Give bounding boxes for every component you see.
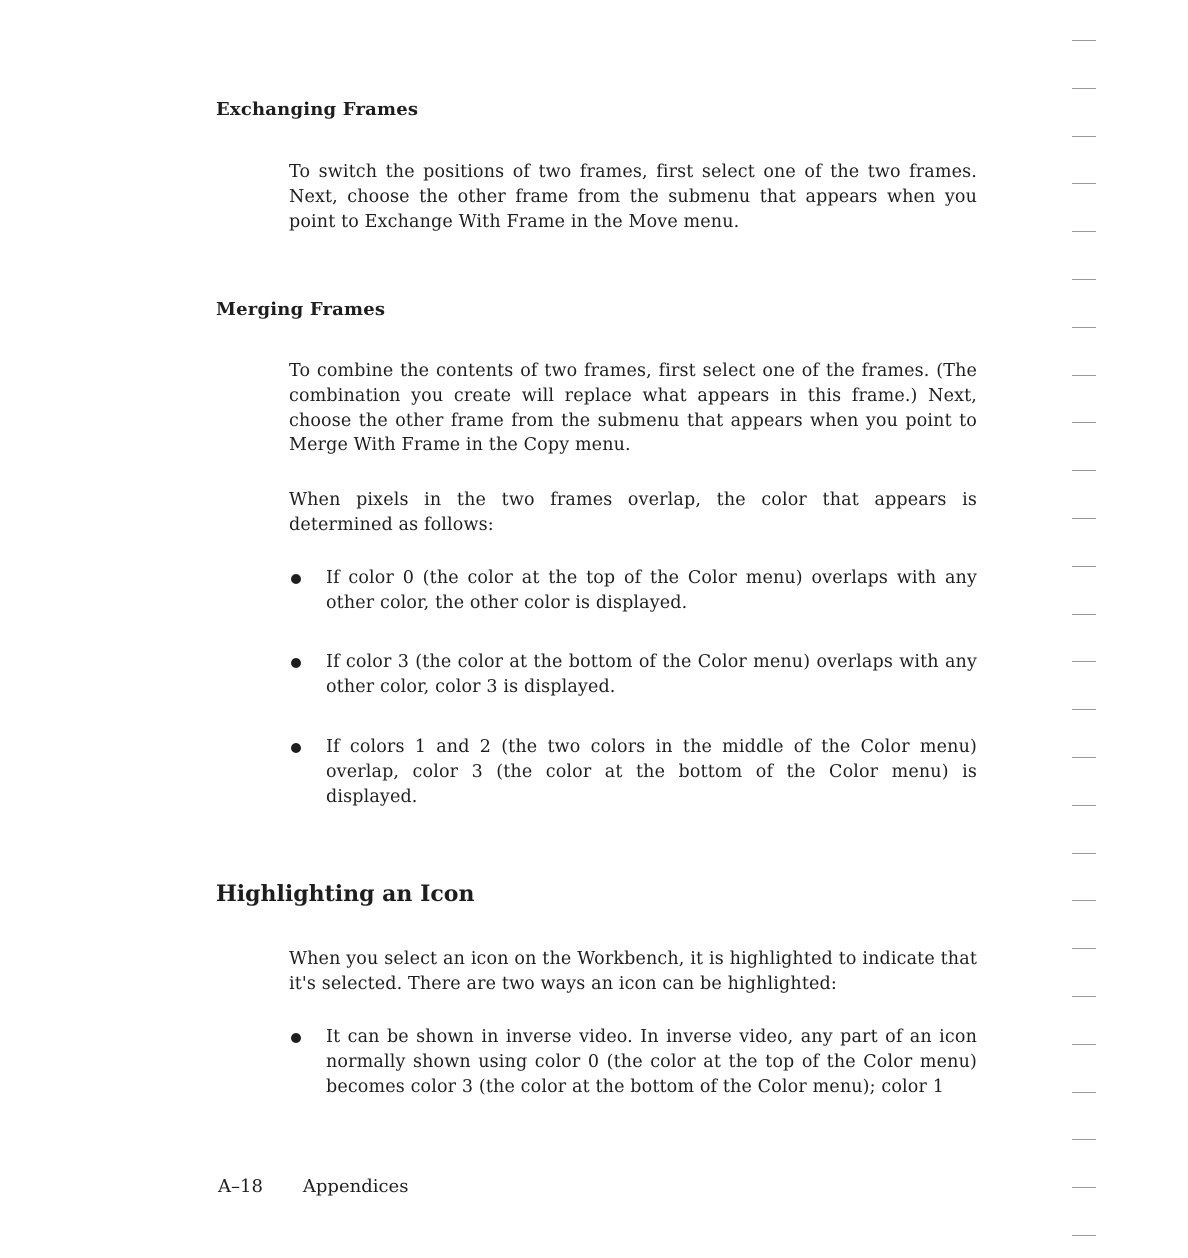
- merging-frames-paragraph-1: To combine the contents of two frames, first select one of the frames. (The combination you create will replace what appears in this frame.) Next, choose the other frame from the submenu that appears when you point to Merge With Frame in the Copy menu.: [289, 361, 977, 456]
- margin-tick: [1072, 422, 1096, 423]
- exchanging-frames-paragraph: To switch the positions of two frames, first select one of the two frames. Next, choose the other frame from the submenu that appears when you point to Exchange With Frame in the Move menu.: [289, 162, 977, 232]
- margin-tick: [1072, 661, 1096, 662]
- margin-tick: [1072, 614, 1096, 615]
- margin-tick: [1072, 231, 1096, 232]
- footer-section-title: Appendices: [302, 1176, 409, 1197]
- heading-exchanging-frames: Exchanging Frames: [216, 99, 419, 120]
- margin-tick: [1072, 1139, 1096, 1140]
- heading-merging-frames: Merging Frames: [216, 299, 386, 320]
- margin-tick: [1072, 279, 1096, 280]
- bullet-icon: [291, 658, 301, 668]
- margin-tick: [1072, 805, 1096, 806]
- list-item: [289, 650, 979, 700]
- margin-tick: [1072, 183, 1096, 184]
- margin-tick: [1072, 709, 1096, 710]
- margin-tick: [1072, 40, 1096, 41]
- list-item: [289, 566, 979, 616]
- margin-tick: [1072, 88, 1096, 89]
- bullet-icon: [291, 743, 301, 753]
- list-item-text: If color 0 (the color at the top of the Color menu) overlaps with any other color, the other color is displayed.: [326, 568, 977, 613]
- margin-tick: [1072, 375, 1096, 376]
- margin-tick: [1072, 136, 1096, 137]
- margin-tick: [1072, 518, 1096, 519]
- margin-tick: [1072, 470, 1096, 471]
- list-item-text: If color 3 (the color at the bottom of the Color menu) overlaps with any other color, color 3 is displayed.: [326, 652, 977, 697]
- bullet-icon: [291, 1033, 301, 1043]
- margin-tick: [1072, 1044, 1096, 1045]
- margin-tick: [1072, 1235, 1096, 1236]
- margin-tick: [1072, 900, 1096, 901]
- margin-tick: [1072, 327, 1096, 328]
- page-number: A–18: [218, 1176, 263, 1197]
- margin-tick: [1072, 566, 1096, 567]
- heading-highlighting-an-icon: Highlighting an Icon: [216, 881, 475, 907]
- margin-tick: [1072, 948, 1096, 949]
- binding-margin-marks: [1072, 30, 1098, 1250]
- list-item-text: It can be shown in inverse video. In inverse video, any part of an icon normally shown using color 0 (the color at the top of the Color menu) becomes color 3 (the color at the bottom of the Color menu); color 1: [326, 1027, 977, 1097]
- list-item-text: If colors 1 and 2 (the two colors in the middle of the Color menu) overlap, color 3 (the color at the bottom of the Color menu) is displayed.: [326, 737, 977, 807]
- list-item: [289, 735, 979, 809]
- bullet-icon: [291, 574, 301, 584]
- margin-tick: [1072, 757, 1096, 758]
- highlighting-paragraph: When you select an icon on the Workbench, it is highlighted to indicate that it's selected. There are two ways an icon can be highlighted:: [289, 949, 977, 994]
- margin-tick: [1072, 853, 1096, 854]
- margin-tick: [1072, 1187, 1096, 1188]
- list-item: [289, 1025, 979, 1099]
- merging-frames-paragraph-2: When pixels in the two frames overlap, the color that appears is determined as follows:: [289, 490, 977, 535]
- margin-tick: [1072, 996, 1096, 997]
- margin-tick: [1072, 1092, 1096, 1093]
- page-footer: [218, 1176, 408, 1197]
